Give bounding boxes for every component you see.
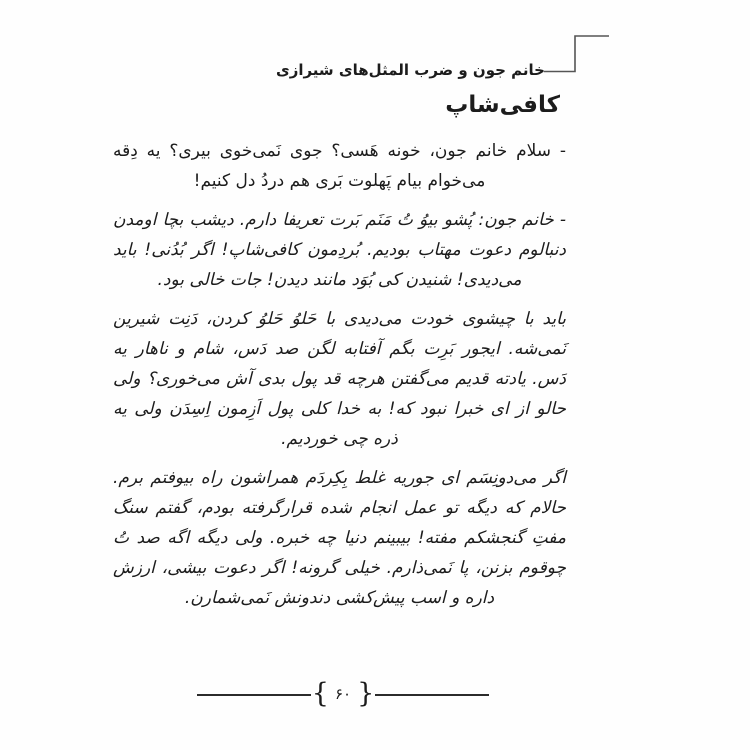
- paragraph-dialogue-1: - سلام خانم جون، خونه هَسی؟ جوی نَمی‌خوی بیری؟ یه دِقه می‌خوام بیام پَهلوت بَری هم دردُ دل کنیم!: [113, 141, 566, 191]
- footer-brace-close: }: [357, 678, 375, 709]
- header-bracket-line: [544, 35, 610, 73]
- page-number: ۶۰: [334, 685, 352, 703]
- footer-rule-right: [375, 694, 489, 696]
- body-text: [113, 136, 566, 622]
- running-header-book-title: خانم جون و ضرب المثل‌های شیرازی: [275, 61, 545, 79]
- paragraph-dialogue-3: باید با چیشوی خودت می‌دیدی با حَلوُ حَلوُ کردن، دَنِت شیرین نَمی‌شه. ایجور بَرِت بگم آفتابه لگن صد دَس، شام و ناهار یه دَس. یادته قدیم می‌گفتن هرچه قد پول بدی آش می‌خوری؟ ولی حالو از ای خبرا نبود که! به خدا کلی پول اَزِمون اِسِدَن ولی یه ذره چی خوردیم.: [113, 309, 566, 449]
- footer-brace-open: {: [311, 678, 329, 709]
- paragraph-dialogue-4: اگر می‌دونِسَم ای جوریه غلط بِکِردَم همراشون راه بیوفتم برم. حالام که دیگه تو عمل انجام شده قرارگرفته بودم، گفتم سنگ مفتِ گنجشکم مفته! بیبینم دنیا چه خبره. ولی دیگه اگه صد تُ چوقوم بزنن، پا نَمی‌ذارم. خیلی گرونه! اگر دعوت بیشی، ارزش داره و اسب پیش‌کشی دندونش نَمی‌شمارن.: [113, 468, 566, 608]
- footer-rule-left: [197, 694, 311, 696]
- paragraph-dialogue-2: - خانم جون: پُشو بیوُ تُ مَنَم بَرت تعریفا دارم. دیشب بچا اومدن دنبالوم دعوت مهتاب بودیم. بُردِمون کافی‌شاپ! اگر بُدُنی! باید می‌دیدی! شنیدن کی بُوَد مانند دیدن! جات خالی بود.: [113, 210, 566, 290]
- page-footer: [197, 677, 489, 713]
- chapter-title: کافی‌شاپ: [445, 92, 560, 118]
